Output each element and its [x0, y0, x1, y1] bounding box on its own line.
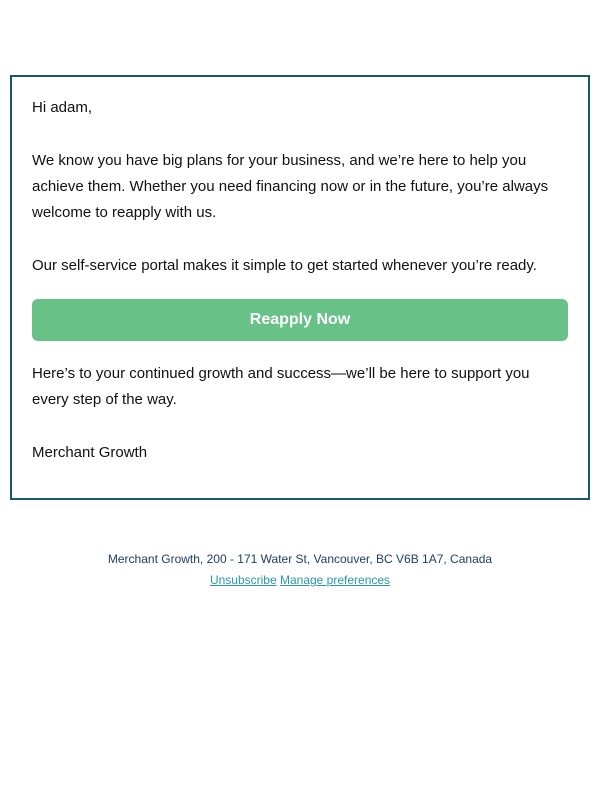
unsubscribe-link[interactable]: Unsubscribe [209, 573, 277, 587]
signature: Merchant Growth [32, 444, 148, 461]
footer-links [0, 570, 600, 591]
greeting: Hi adam, [32, 99, 93, 116]
body-paragraph-2: Our self-service portal makes it simple to get started whenever you’re ready. [32, 257, 537, 274]
body-paragraph-1: We know you have big plans for your business, and we’re here to help you achieve them. Whether you need financing now or in the future, you’re always welcome to reapply with us. [32, 152, 549, 221]
manage-preferences-link[interactable]: Manage preferences [279, 573, 391, 587]
reapply-now-button[interactable]: Reapply Now [32, 299, 568, 341]
footer-address: Merchant Growth, 200 - 171 Water St, Vancouver, BC V6B 1A7, Canada [107, 552, 493, 566]
email-footer [0, 549, 600, 591]
body-paragraph-3: Here’s to your continued growth and success—we’ll be here to support you every step of the way. [32, 365, 530, 408]
email-body [32, 95, 568, 466]
email-card [10, 75, 590, 500]
